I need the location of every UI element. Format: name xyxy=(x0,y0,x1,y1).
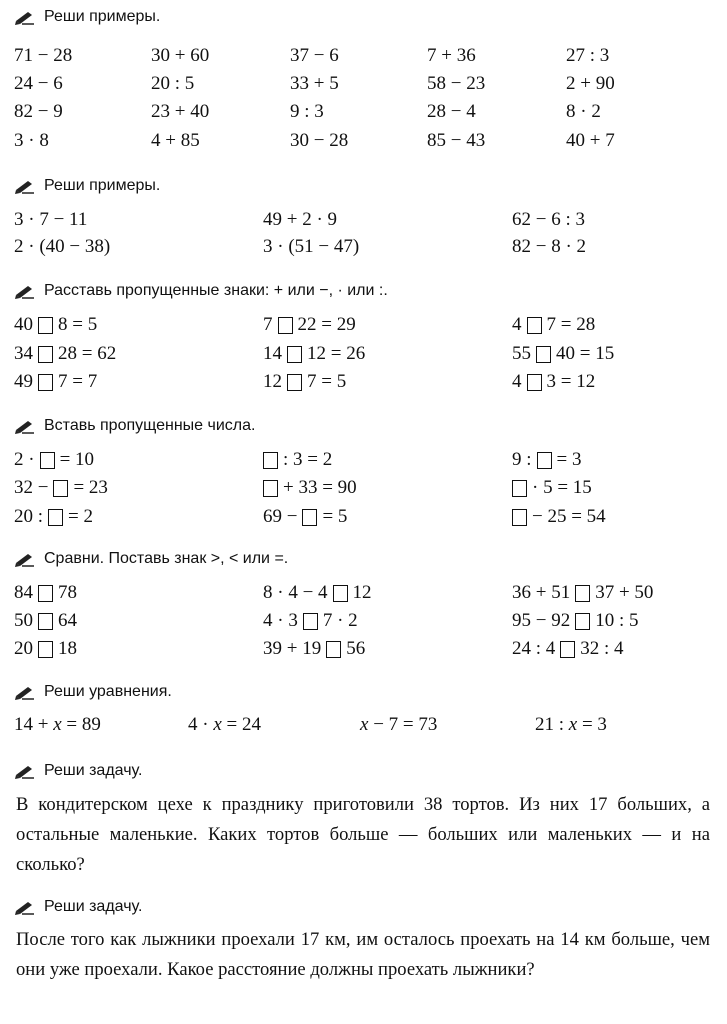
pencil-icon xyxy=(14,418,36,434)
expr-left: 34 xyxy=(14,343,33,364)
example: 9 : 3 xyxy=(290,101,324,122)
answer-box[interactable] xyxy=(38,346,53,363)
missing-number-example xyxy=(263,503,347,531)
sign-example xyxy=(263,311,356,339)
compare-example xyxy=(14,607,77,635)
expr-right: + 33 = 90 xyxy=(283,477,357,498)
example: 71 − 28 xyxy=(14,45,73,66)
answer-box[interactable] xyxy=(527,317,542,334)
section-5-row xyxy=(0,607,727,635)
expr-left: 4 xyxy=(512,371,522,392)
section-3-row xyxy=(0,311,727,339)
variable-x: x xyxy=(53,714,62,735)
section-6-title: Реши уравнения. xyxy=(44,683,172,700)
expr-right: 7 = 5 xyxy=(307,371,347,392)
expr-left: 20 : xyxy=(14,506,44,527)
section-2-row xyxy=(0,206,727,234)
answer-box[interactable] xyxy=(302,509,317,526)
example: 58 − 23 xyxy=(427,73,486,94)
sign-example xyxy=(512,340,614,368)
expr-right: − 25 = 54 xyxy=(532,506,606,527)
section-4-row xyxy=(0,503,727,531)
missing-number-example xyxy=(258,474,357,502)
section-3-title: Расставь пропущенные знаки: + или −, · или :. xyxy=(44,282,388,299)
answer-box[interactable] xyxy=(263,480,278,497)
pencil-icon xyxy=(14,899,36,915)
answer-box[interactable] xyxy=(536,346,551,363)
expr-left: 14 xyxy=(263,343,282,364)
compare-example xyxy=(14,579,77,607)
sign-example xyxy=(512,311,595,339)
example: 3 · 8 xyxy=(14,130,49,151)
answer-box[interactable] xyxy=(263,452,278,469)
section-1-title: Реши примеры. xyxy=(44,8,161,25)
missing-number-example xyxy=(507,474,592,502)
section-1-row xyxy=(0,98,727,126)
expr-right: 18 xyxy=(58,638,77,659)
section-2-heading xyxy=(14,177,160,195)
missing-number-example xyxy=(14,503,93,531)
section-1-heading xyxy=(14,8,160,26)
sign-example xyxy=(512,368,595,396)
example: 30 + 60 xyxy=(151,45,210,66)
example: 28 − 4 xyxy=(427,101,476,122)
answer-box[interactable] xyxy=(575,613,590,630)
sign-example xyxy=(263,340,365,368)
answer-box[interactable] xyxy=(38,641,53,658)
expr-right: = 3 xyxy=(556,449,582,470)
answer-box[interactable] xyxy=(303,613,318,630)
example: 37 − 6 xyxy=(290,45,339,66)
sign-example xyxy=(263,368,346,396)
expr-left: 32 − xyxy=(14,477,49,498)
expr-right: 22 = 29 xyxy=(297,314,356,335)
pencil-icon xyxy=(14,763,36,779)
section-1-row xyxy=(0,70,727,98)
pencil-icon xyxy=(14,178,36,194)
answer-box[interactable] xyxy=(287,374,302,391)
problem-text-1: В кондитерском цехе к празднику приготовили 38 тортов. Из них 17 больших, а остальные маленькие. Каких тортов больше — больших или маленьких — и на сколько? xyxy=(16,794,710,875)
expr-right: 78 xyxy=(58,582,77,603)
compare-example xyxy=(263,635,365,663)
section-4-title: Вставь пропущенные числа. xyxy=(44,417,256,434)
section-4-row xyxy=(0,446,727,474)
expr-left: 39 + 19 xyxy=(263,638,322,659)
expr-left: 50 xyxy=(14,610,33,631)
expr-left: 4 xyxy=(512,314,522,335)
section-4-heading xyxy=(14,417,255,435)
expr-right: 32 : 4 xyxy=(580,638,624,659)
expr-left: 12 xyxy=(263,371,282,392)
expr-right: 8 = 5 xyxy=(58,314,98,335)
expr-right: 28 = 62 xyxy=(58,343,117,364)
section-7-title: Реши задачу. xyxy=(44,762,143,779)
expr-right: 12 = 26 xyxy=(307,343,366,364)
missing-number-example xyxy=(14,446,94,474)
section-5-row xyxy=(0,579,727,607)
expr-left: 40 xyxy=(14,314,33,335)
example: 2 · (40 − 38) xyxy=(14,236,111,257)
answer-box[interactable] xyxy=(326,641,341,658)
expr-right: 7 = 7 xyxy=(58,371,98,392)
example: 85 − 43 xyxy=(427,130,486,151)
expr-left: 95 − 92 xyxy=(512,610,571,631)
compare-example xyxy=(263,607,358,635)
expr-right: : 3 = 2 xyxy=(283,449,333,470)
expr-right: = 2 xyxy=(68,506,93,527)
example: 3 · 7 − 11 xyxy=(14,209,88,230)
missing-number-example xyxy=(258,446,332,474)
example: 49 + 2 · 9 xyxy=(263,209,338,230)
answer-box[interactable] xyxy=(512,480,527,497)
missing-number-example xyxy=(512,446,582,474)
compare-example xyxy=(512,579,653,607)
pencil-icon xyxy=(14,551,36,567)
expr-left: 8 · 4 − 4 xyxy=(263,582,328,603)
missing-number-example xyxy=(507,503,606,531)
expr-right: 12 xyxy=(352,582,372,603)
expr-left: 7 xyxy=(263,314,273,335)
section-3-row xyxy=(0,368,727,396)
pencil-icon xyxy=(14,283,36,299)
problem-text-2: После того как лыжники проехали 17 км, им осталось проехать на 14 км больше, чем они уже проехали. Какое расстояние должны проехать лыжники? xyxy=(16,929,710,980)
sign-example xyxy=(14,340,116,368)
equations-row xyxy=(0,711,727,739)
expr-right: 40 = 15 xyxy=(556,343,615,364)
section-1-row xyxy=(0,127,727,155)
compare-example xyxy=(512,635,624,663)
example: 30 − 28 xyxy=(290,130,349,151)
section-8-title: Реши задачу. xyxy=(44,898,143,915)
expr-right: 56 xyxy=(346,638,366,659)
equation: 21 : x = 3 xyxy=(535,714,607,735)
expr-right: 3 = 12 xyxy=(546,371,596,392)
expr-left: 24 : 4 xyxy=(512,638,556,659)
section-2-row xyxy=(0,233,727,261)
section-5-title: Сравни. Поставь знак >, < или =. xyxy=(44,550,289,567)
example: 7 + 36 xyxy=(427,45,476,66)
example: 82 − 8 · 2 xyxy=(512,236,587,257)
compare-example xyxy=(512,607,639,635)
expr-left: 49 xyxy=(14,371,33,392)
variable-x: x xyxy=(360,714,369,735)
pencil-icon xyxy=(14,9,36,25)
sign-example xyxy=(14,311,97,339)
section-8-heading xyxy=(14,898,142,916)
answer-box[interactable] xyxy=(38,317,53,334)
variable-x: x xyxy=(568,714,578,735)
expr-right: = 10 xyxy=(59,449,95,470)
expr-left: 69 − xyxy=(263,506,298,527)
expr-left: 55 xyxy=(512,343,531,364)
section-3-row xyxy=(0,340,727,368)
answer-box[interactable] xyxy=(575,585,590,602)
expr-left: 2 · xyxy=(14,449,35,470)
sign-example xyxy=(14,368,97,396)
expr-left: 4 · 3 xyxy=(263,610,298,631)
answer-box[interactable] xyxy=(38,374,53,391)
answer-box[interactable] xyxy=(53,480,68,497)
example: 33 + 5 xyxy=(290,73,339,94)
pencil-icon xyxy=(14,684,36,700)
example: 3 · (51 − 47) xyxy=(263,236,360,257)
example: 4 + 85 xyxy=(151,130,200,151)
answer-box[interactable] xyxy=(537,452,552,469)
section-4-row xyxy=(0,474,727,502)
expr-left: 9 : xyxy=(512,449,532,470)
compare-example xyxy=(263,579,372,607)
expr-right: 64 xyxy=(58,610,77,631)
expr-left: 36 + 51 xyxy=(512,582,571,603)
example: 40 + 7 xyxy=(566,130,615,151)
equation: x − 7 = 73 xyxy=(360,714,438,735)
answer-box[interactable] xyxy=(527,374,542,391)
section-2-title: Реши примеры. xyxy=(44,177,161,194)
example: 82 − 9 xyxy=(14,101,63,122)
section-3-heading xyxy=(14,282,388,300)
section-5-row xyxy=(0,635,727,663)
equation: 14 + x = 89 xyxy=(14,714,101,735)
answer-box[interactable] xyxy=(278,317,293,334)
expr-right: 37 + 50 xyxy=(595,582,654,603)
answer-box[interactable] xyxy=(333,585,348,602)
expr-right: 7 · 2 xyxy=(322,610,358,631)
expr-right: = 5 xyxy=(322,506,348,527)
expr-left: 20 xyxy=(14,638,33,659)
example: 20 : 5 xyxy=(151,73,195,94)
example: 8 · 2 xyxy=(566,101,601,122)
answer-box[interactable] xyxy=(512,509,527,526)
section-1-row xyxy=(0,42,727,70)
example: 23 + 40 xyxy=(151,101,210,122)
answer-box[interactable] xyxy=(287,346,302,363)
expr-right: = 23 xyxy=(73,477,108,498)
expr-right: 10 : 5 xyxy=(595,610,639,631)
answer-box[interactable] xyxy=(560,641,575,658)
answer-box[interactable] xyxy=(40,452,55,469)
equation: 4 · x = 24 xyxy=(188,714,261,735)
answer-box[interactable] xyxy=(48,509,63,526)
section-5-heading xyxy=(14,550,288,568)
section-6-heading xyxy=(14,683,172,701)
compare-example xyxy=(14,635,77,663)
expr-right: · 5 = 15 xyxy=(532,477,592,498)
expr-right: 7 = 28 xyxy=(546,314,596,335)
example: 27 : 3 xyxy=(566,45,610,66)
answer-box[interactable] xyxy=(38,613,53,630)
example: 2 + 90 xyxy=(566,73,615,94)
missing-number-example xyxy=(14,474,108,502)
variable-x: x xyxy=(213,714,222,735)
answer-box[interactable] xyxy=(38,585,53,602)
section-7-heading xyxy=(14,762,142,780)
example: 24 − 6 xyxy=(14,73,63,94)
example: 62 − 6 : 3 xyxy=(512,209,585,230)
expr-left: 84 xyxy=(14,582,33,603)
